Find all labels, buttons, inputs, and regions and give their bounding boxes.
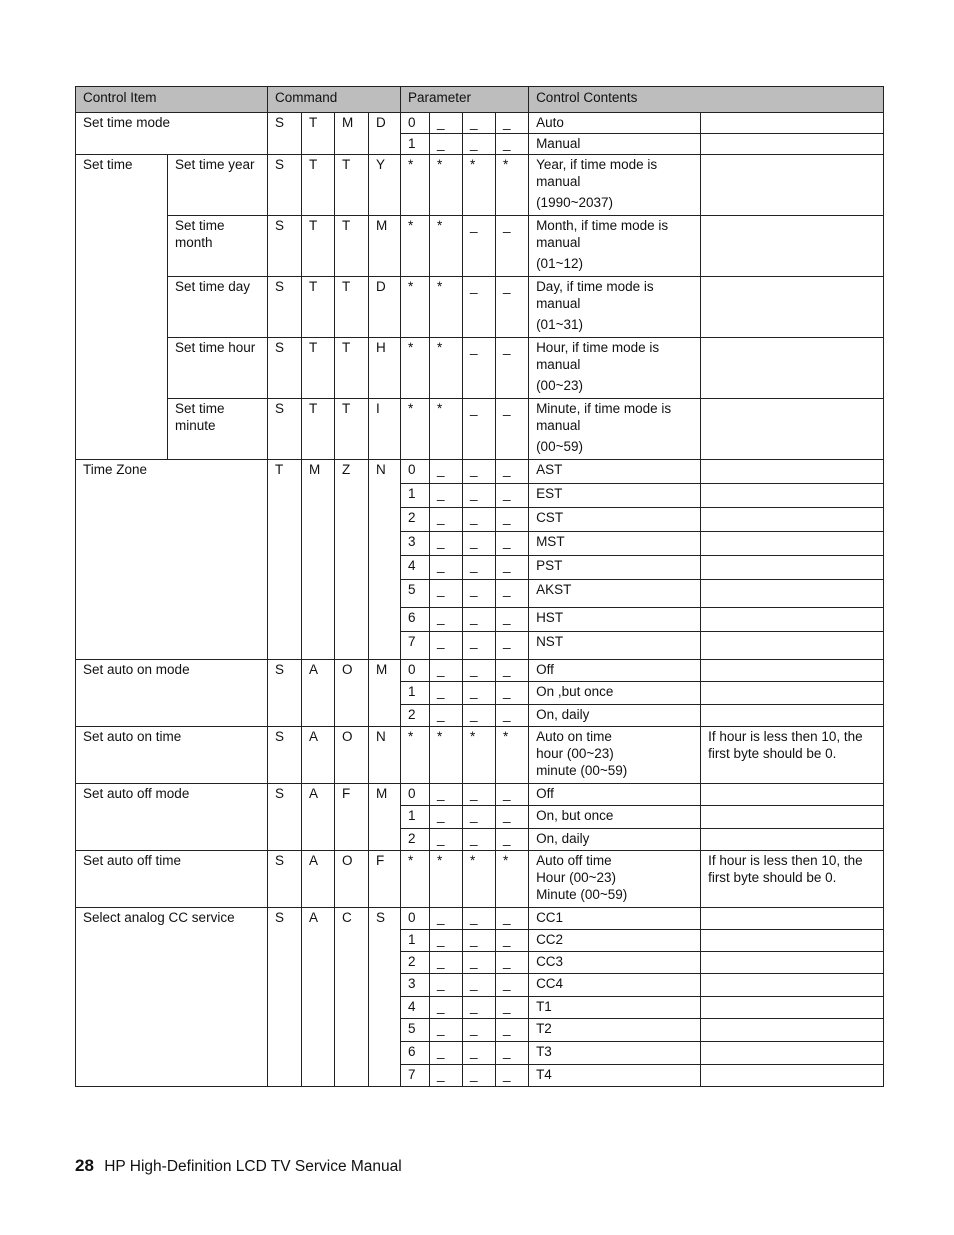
param-char: *	[430, 727, 463, 784]
param-char: 3	[401, 532, 430, 556]
note-cell	[701, 532, 884, 556]
param-char: _	[463, 556, 496, 580]
cmd-char: O	[335, 660, 369, 727]
param-char: _	[430, 908, 463, 930]
param-char: _	[463, 632, 496, 660]
param-char: _	[463, 460, 496, 484]
param-char: _	[463, 1019, 496, 1042]
analog-cc-group	[76, 908, 884, 1087]
cmd-char: S	[268, 277, 302, 338]
param-char: _	[496, 134, 529, 155]
param-char: _	[463, 974, 496, 997]
note-cell	[701, 660, 884, 682]
param-char: _	[463, 134, 496, 155]
param-char: _	[496, 1019, 529, 1042]
content-text: EST	[529, 484, 701, 508]
manual-title: HP High-Definition LCD TV Service Manual	[104, 1158, 402, 1175]
param-char: _	[463, 580, 496, 608]
cmd-char: D	[369, 277, 401, 338]
param-char: _	[430, 930, 463, 952]
param-char: _	[430, 632, 463, 660]
param-char: _	[463, 952, 496, 974]
content-line: Month, if time mode is	[536, 218, 669, 233]
param-char: *	[401, 338, 430, 399]
note-cell	[701, 682, 884, 705]
param-char: _	[430, 134, 463, 155]
param-char: 4	[401, 556, 430, 580]
param-char: _	[430, 608, 463, 632]
param-char: _	[430, 974, 463, 997]
table-row	[76, 460, 884, 484]
note-cell: If hour is less then 10, the first byte should be 0.	[701, 851, 884, 908]
cmd-char: A	[302, 727, 335, 784]
cmd-char: T	[335, 338, 369, 399]
content-text: T4	[529, 1065, 701, 1087]
header-control-contents: Control Contents	[529, 87, 884, 113]
param-char: *	[430, 277, 463, 338]
table-row	[76, 277, 884, 338]
note-cell	[701, 829, 884, 851]
cmd-char: T	[302, 155, 335, 216]
note-cell	[701, 997, 884, 1019]
item-label: Set auto on time	[76, 727, 268, 784]
param-char: *	[401, 155, 430, 216]
note-cell	[701, 399, 884, 460]
cmd-char: A	[302, 784, 335, 851]
content-text: AST	[529, 460, 701, 484]
param-char: _	[430, 682, 463, 705]
param-char: _	[496, 829, 529, 851]
note-cell	[701, 705, 884, 727]
content-line: manual	[536, 235, 581, 250]
sub-item-label: Set time minute	[168, 399, 268, 460]
param-char: _	[496, 460, 529, 484]
content-text: CC1	[529, 908, 701, 930]
content-range: (01~12)	[536, 256, 583, 271]
content-text: Auto	[529, 113, 701, 134]
param-char: _	[463, 908, 496, 930]
content-text: Off	[529, 660, 701, 682]
note-cell	[701, 277, 884, 338]
cmd-char: F	[369, 851, 401, 908]
header-control-item: Control Item	[76, 87, 268, 113]
cmd-char: O	[335, 851, 369, 908]
content-text: CC3	[529, 952, 701, 974]
param-char: _	[430, 532, 463, 556]
content-line: Day, if time mode is	[536, 279, 654, 294]
cmd-char: T	[335, 155, 369, 216]
cmd-char: T	[335, 216, 369, 277]
cmd-char: S	[268, 908, 302, 1087]
note-cell	[701, 930, 884, 952]
cmd-char: F	[335, 784, 369, 851]
param-char: 1	[401, 930, 430, 952]
note-cell	[701, 952, 884, 974]
param-char: 1	[401, 682, 430, 705]
param-char: *	[401, 851, 430, 908]
param-char: _	[463, 1065, 496, 1087]
param-char: _	[496, 908, 529, 930]
cmd-char: S	[268, 216, 302, 277]
cmd-char: N	[369, 727, 401, 784]
note-cell	[701, 632, 884, 660]
content-line: minute (00~59)	[536, 763, 628, 778]
param-char: 2	[401, 508, 430, 532]
param-char: 0	[401, 460, 430, 484]
param-char: 6	[401, 1042, 430, 1065]
param-char: _	[463, 829, 496, 851]
cmd-char: T	[268, 460, 302, 660]
table-row	[76, 399, 884, 460]
param-char: _	[463, 784, 496, 806]
cmd-char: T	[302, 399, 335, 460]
item-label: Set auto off mode	[76, 784, 268, 851]
param-char: _	[463, 338, 496, 399]
cmd-char: S	[369, 908, 401, 1087]
param-char: _	[430, 484, 463, 508]
param-char: _	[430, 660, 463, 682]
note-cell	[701, 134, 884, 155]
content-text: MST	[529, 532, 701, 556]
param-char: _	[463, 484, 496, 508]
sub-item-label: Set time month	[168, 216, 268, 277]
auto-on-time-group	[76, 727, 884, 784]
table-row	[76, 155, 884, 216]
cmd-char: A	[302, 908, 335, 1087]
cmd-char: O	[335, 727, 369, 784]
param-char: _	[496, 682, 529, 705]
auto-off-mode-group	[76, 784, 884, 851]
auto-on-mode-group	[76, 660, 884, 727]
table-row	[76, 338, 884, 399]
param-char: _	[430, 580, 463, 608]
content-line: Hour (00~23)	[536, 870, 616, 885]
note-cell	[701, 155, 884, 216]
cmd-char: S	[268, 660, 302, 727]
param-char: _	[430, 806, 463, 829]
item-label: Time Zone	[76, 460, 268, 660]
param-char: _	[430, 1065, 463, 1087]
cmd-char: D	[369, 113, 401, 155]
content-line: manual	[536, 357, 581, 372]
table-row	[76, 784, 884, 806]
sub-item-label: Set time day	[168, 277, 268, 338]
cmd-char: S	[268, 338, 302, 399]
param-char: *	[401, 399, 430, 460]
content-text: T1	[529, 997, 701, 1019]
cmd-char: S	[268, 155, 302, 216]
param-char: _	[496, 580, 529, 608]
param-char: *	[401, 727, 430, 784]
auto-off-time-group	[76, 851, 884, 908]
param-char: *	[430, 155, 463, 216]
content-text: AKST	[529, 580, 701, 608]
cmd-char: C	[335, 908, 369, 1087]
content-text: On, but once	[529, 806, 701, 829]
param-char: _	[463, 1042, 496, 1065]
time-zone-group	[76, 460, 884, 660]
param-char: _	[496, 1042, 529, 1065]
param-char: *	[463, 851, 496, 908]
cmd-char: A	[302, 851, 335, 908]
param-char: _	[430, 997, 463, 1019]
cmd-char: I	[369, 399, 401, 460]
param-char: _	[463, 113, 496, 134]
cmd-char: T	[302, 113, 335, 155]
param-char: _	[496, 930, 529, 952]
param-char: _	[463, 705, 496, 727]
content-text: On, daily	[529, 829, 701, 851]
item-label: Set auto off time	[76, 851, 268, 908]
note-cell	[701, 1065, 884, 1087]
param-char: *	[401, 277, 430, 338]
cmd-char: T	[302, 277, 335, 338]
content-text: Manual	[529, 134, 701, 155]
param-char: _	[496, 974, 529, 997]
param-char: _	[463, 806, 496, 829]
param-char: *	[463, 155, 496, 216]
cmd-char: S	[268, 113, 302, 155]
cmd-char: S	[268, 784, 302, 851]
cmd-char: M	[369, 660, 401, 727]
content-text: T2	[529, 1019, 701, 1042]
header-parameter: Parameter	[401, 87, 529, 113]
item-label: Set time	[76, 155, 168, 460]
param-char: 1	[401, 134, 430, 155]
param-char: _	[430, 1042, 463, 1065]
cmd-char: S	[268, 851, 302, 908]
param-char: _	[496, 216, 529, 277]
page-number: 28	[75, 1156, 94, 1175]
content-text	[529, 727, 701, 784]
note-cell	[701, 508, 884, 532]
param-char: *	[430, 216, 463, 277]
param-char: 6	[401, 608, 430, 632]
param-char: _	[430, 1019, 463, 1042]
param-char: *	[463, 727, 496, 784]
cmd-char: M	[302, 460, 335, 660]
content-text	[529, 216, 701, 277]
param-char: _	[430, 705, 463, 727]
item-label: Select analog CC service	[76, 908, 268, 1087]
param-char: *	[496, 727, 529, 784]
param-char: _	[496, 660, 529, 682]
param-char: _	[430, 556, 463, 580]
param-char: _	[496, 484, 529, 508]
note-cell	[701, 113, 884, 134]
param-char: _	[463, 508, 496, 532]
param-char: *	[401, 216, 430, 277]
param-char: _	[496, 806, 529, 829]
param-char: 2	[401, 705, 430, 727]
param-char: _	[496, 1065, 529, 1087]
param-char: _	[463, 608, 496, 632]
param-char: 2	[401, 952, 430, 974]
param-char: 7	[401, 632, 430, 660]
param-char: 5	[401, 580, 430, 608]
param-char: *	[496, 851, 529, 908]
param-char: 0	[401, 660, 430, 682]
content-text: HST	[529, 608, 701, 632]
table-row	[76, 908, 884, 930]
content-line: manual	[536, 174, 581, 189]
note-cell	[701, 556, 884, 580]
table-header-row	[76, 87, 884, 113]
param-char: _	[463, 682, 496, 705]
param-char: _	[496, 399, 529, 460]
cmd-char: M	[369, 216, 401, 277]
param-char: _	[463, 997, 496, 1019]
content-text: NST	[529, 632, 701, 660]
param-char: 7	[401, 1065, 430, 1087]
cmd-char: S	[268, 727, 302, 784]
param-char: 0	[401, 113, 430, 134]
param-char: _	[463, 216, 496, 277]
param-char: _	[496, 952, 529, 974]
param-char: _	[430, 508, 463, 532]
param-char: 3	[401, 974, 430, 997]
param-char: 0	[401, 908, 430, 930]
table-row	[76, 113, 884, 134]
note-cell	[701, 216, 884, 277]
param-char: _	[463, 277, 496, 338]
note-cell: If hour is less then 10, the first byte should be 0.	[701, 727, 884, 784]
param-char: 1	[401, 484, 430, 508]
param-char: _	[430, 113, 463, 134]
param-char: 2	[401, 829, 430, 851]
note-cell	[701, 908, 884, 930]
cmd-char: Z	[335, 460, 369, 660]
param-char: _	[463, 660, 496, 682]
cmd-char: M	[369, 784, 401, 851]
sub-item-label: Set time year	[168, 155, 268, 216]
content-line: Year, if time mode is	[536, 157, 658, 172]
content-text	[529, 851, 701, 908]
table-row	[76, 851, 884, 908]
note-cell	[701, 974, 884, 997]
cmd-char: T	[335, 277, 369, 338]
content-range: (01~31)	[536, 317, 583, 332]
page-footer	[75, 1156, 402, 1176]
note-cell	[701, 806, 884, 829]
cmd-char: N	[369, 460, 401, 660]
param-char: _	[430, 784, 463, 806]
param-char: _	[496, 705, 529, 727]
note-cell	[701, 580, 884, 608]
content-text: CC2	[529, 930, 701, 952]
param-char: _	[496, 113, 529, 134]
content-line: manual	[536, 296, 581, 311]
cmd-char: M	[335, 113, 369, 155]
param-char: _	[463, 532, 496, 556]
content-text	[529, 399, 701, 460]
table-row	[76, 216, 884, 277]
cmd-char: T	[302, 216, 335, 277]
param-char: 5	[401, 1019, 430, 1042]
param-char: *	[430, 338, 463, 399]
param-char: *	[496, 155, 529, 216]
cmd-char: T	[302, 338, 335, 399]
param-char: _	[496, 277, 529, 338]
param-char: _	[496, 338, 529, 399]
cmd-char: T	[335, 399, 369, 460]
content-line: hour (00~23)	[536, 746, 614, 761]
note-cell	[701, 460, 884, 484]
table-row	[76, 727, 884, 784]
content-text: CC4	[529, 974, 701, 997]
cmd-char: A	[302, 660, 335, 727]
param-char: _	[430, 829, 463, 851]
param-char: *	[430, 399, 463, 460]
header-command: Command	[268, 87, 401, 113]
cmd-char: H	[369, 338, 401, 399]
item-label: Set auto on mode	[76, 660, 268, 727]
content-text	[529, 155, 701, 216]
note-cell	[701, 484, 884, 508]
content-text: CST	[529, 508, 701, 532]
content-text: PST	[529, 556, 701, 580]
content-line: Auto on time	[536, 729, 612, 744]
param-char: _	[463, 399, 496, 460]
param-char: _	[496, 632, 529, 660]
content-line: Hour, if time mode is	[536, 340, 660, 355]
content-text: On ,but once	[529, 682, 701, 705]
param-char: _	[430, 952, 463, 974]
note-cell	[701, 784, 884, 806]
note-cell	[701, 338, 884, 399]
param-char: 0	[401, 784, 430, 806]
param-char: _	[463, 930, 496, 952]
content-text: T3	[529, 1042, 701, 1065]
param-char: 1	[401, 806, 430, 829]
param-char: _	[430, 460, 463, 484]
content-line: manual	[536, 418, 581, 433]
content-text: On, daily	[529, 705, 701, 727]
param-char: _	[496, 608, 529, 632]
param-char: _	[496, 508, 529, 532]
cmd-char: S	[268, 399, 302, 460]
param-char: _	[496, 556, 529, 580]
param-char: *	[430, 851, 463, 908]
item-label: Set time mode	[76, 113, 268, 155]
param-char: _	[496, 997, 529, 1019]
cmd-char: Y	[369, 155, 401, 216]
note-cell	[701, 1019, 884, 1042]
content-range: (1990~2037)	[536, 195, 614, 210]
content-line: Minute, if time mode is	[536, 401, 672, 416]
param-char: _	[496, 784, 529, 806]
note-cell	[701, 1042, 884, 1065]
content-line: Auto off time	[536, 853, 612, 868]
content-range: (00~59)	[536, 439, 583, 454]
param-char: 4	[401, 997, 430, 1019]
content-text: Off	[529, 784, 701, 806]
param-char: _	[496, 532, 529, 556]
note-cell	[701, 608, 884, 632]
content-text	[529, 338, 701, 399]
control-table	[75, 86, 884, 1087]
content-line: Minute (00~59)	[536, 887, 628, 902]
table-row	[76, 660, 884, 682]
sub-item-label: Set time hour	[168, 338, 268, 399]
content-text	[529, 277, 701, 338]
content-range: (00~23)	[536, 378, 583, 393]
